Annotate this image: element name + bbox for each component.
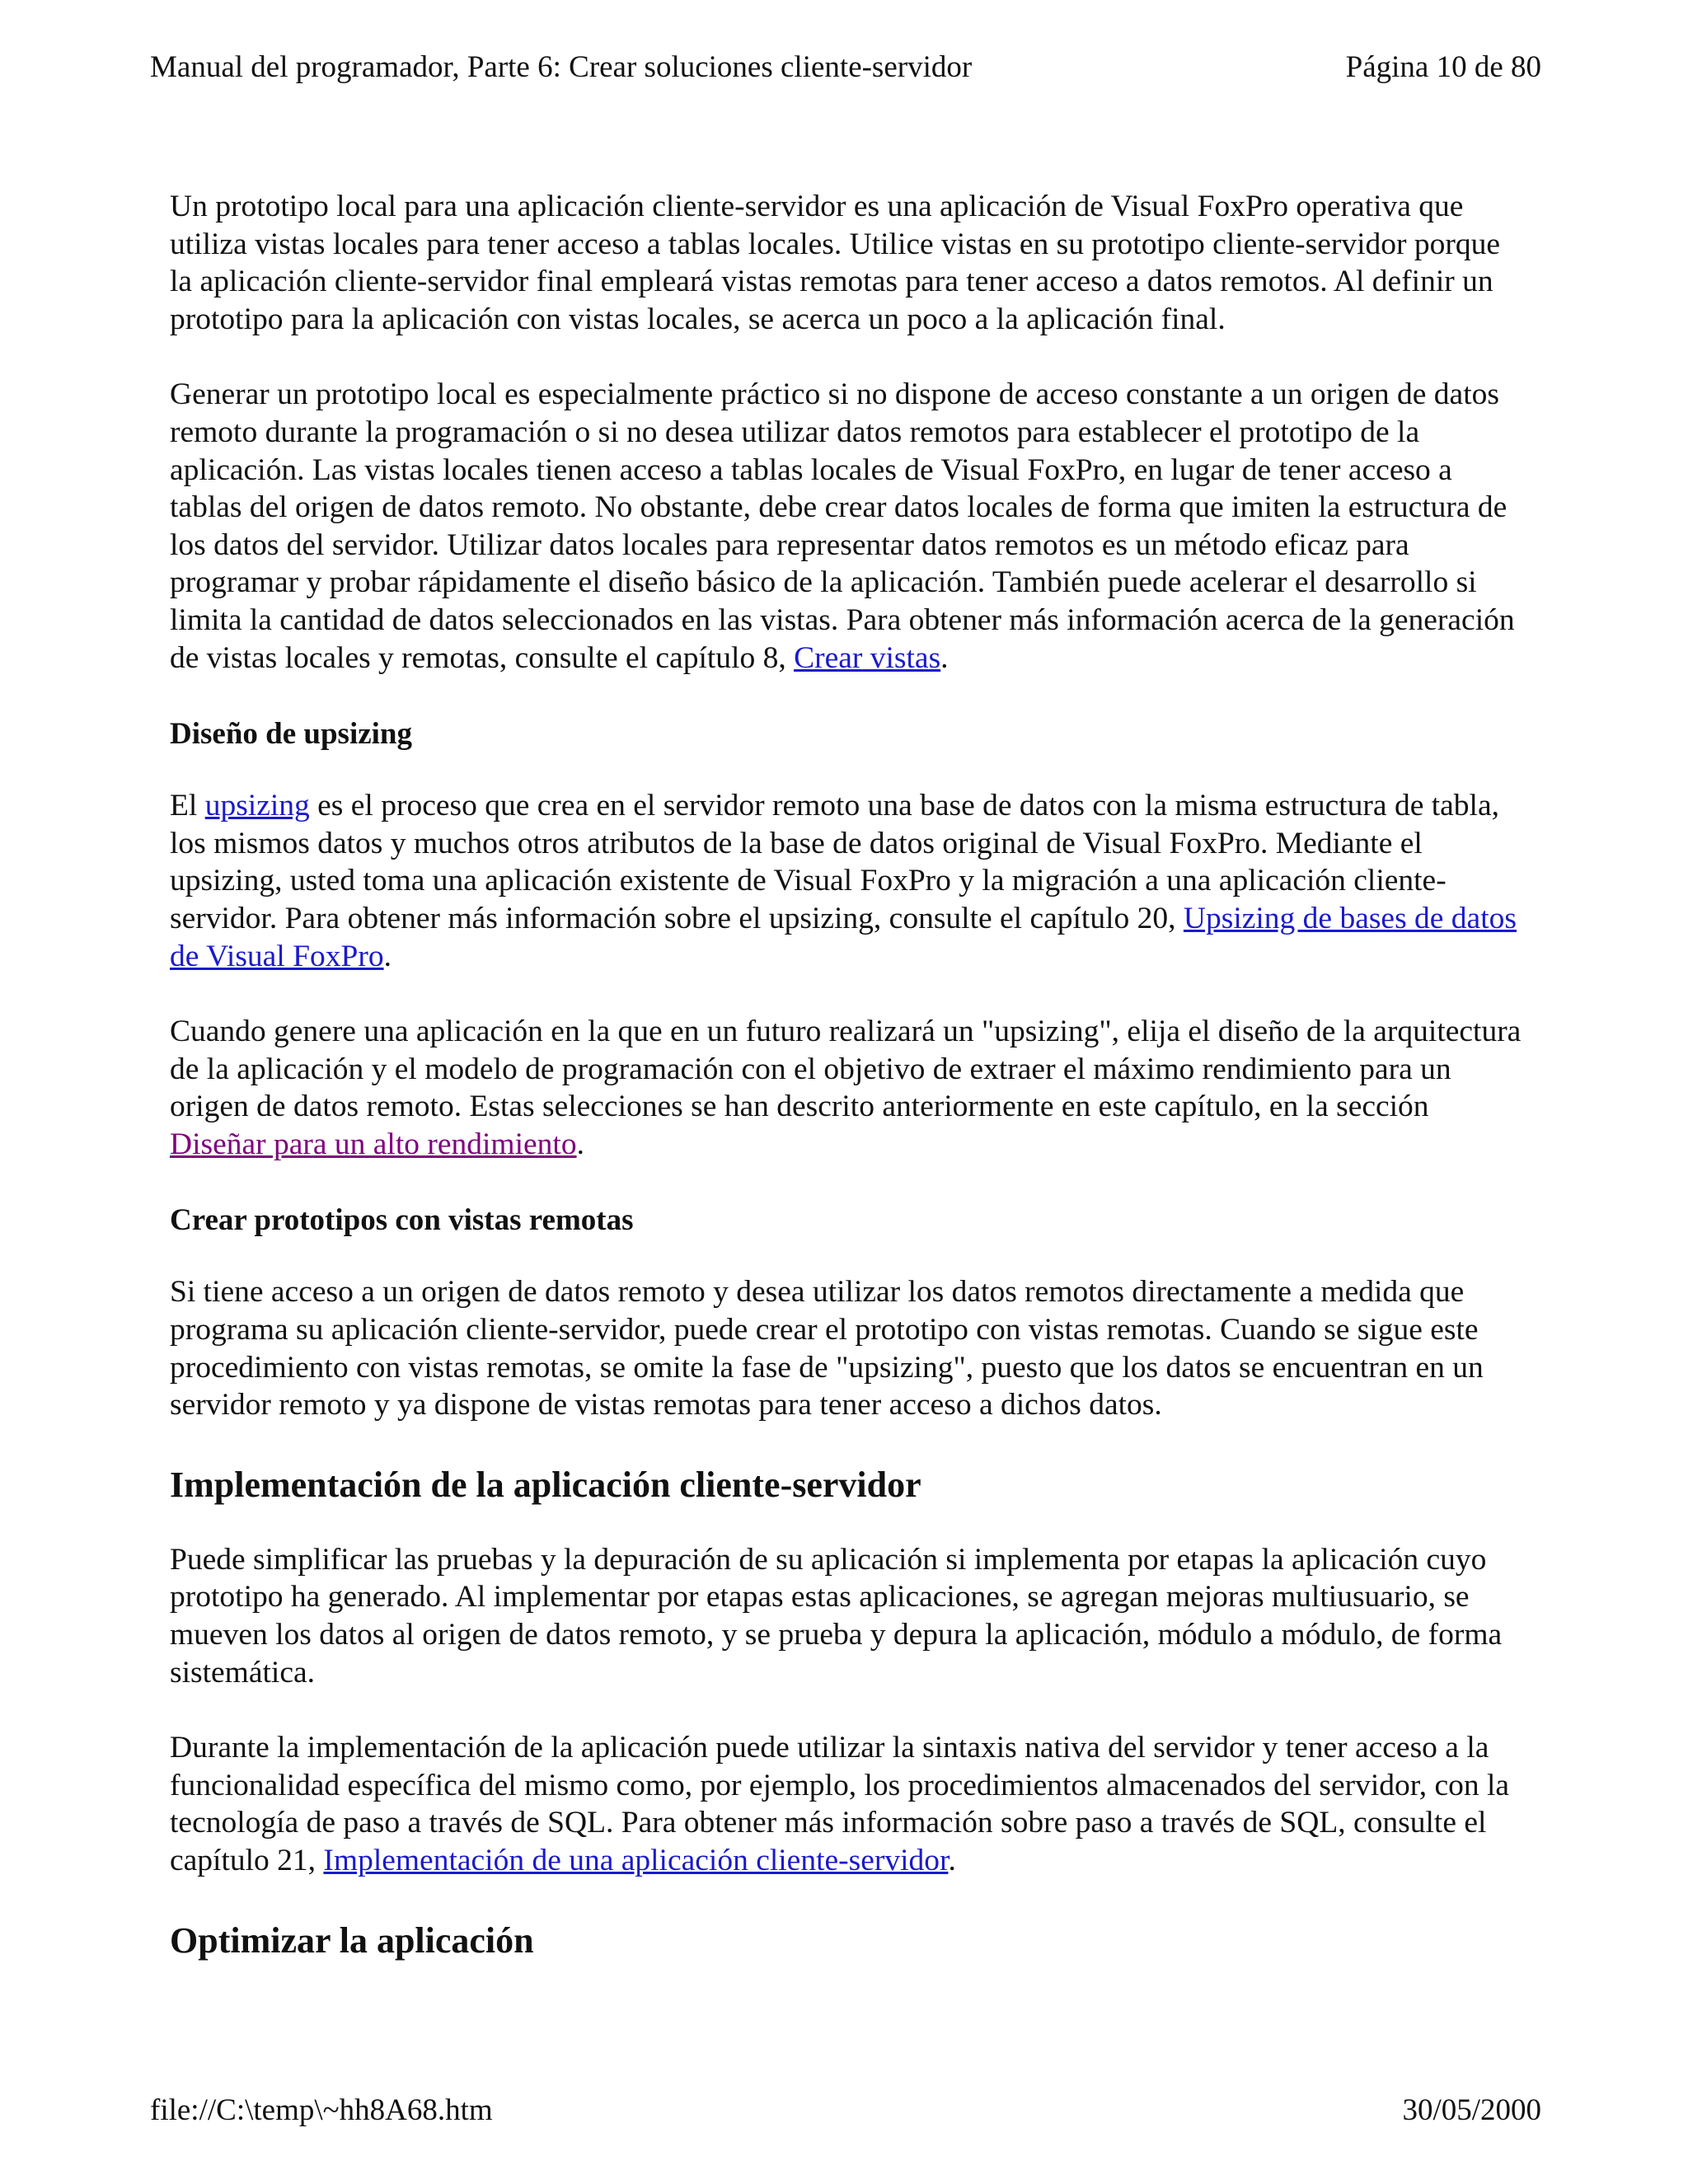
paragraph-text: . xyxy=(948,1844,956,1877)
link-crear-vistas[interactable]: Crear vistas xyxy=(794,640,941,675)
heading-implementacion: Implementación de la aplicación cliente-servidor xyxy=(170,1464,921,1505)
link-upsizing[interactable]: upsizing xyxy=(204,789,310,823)
document-title: Manual del programador, Parte 6: Crear soluciones cliente-servidor xyxy=(150,50,973,84)
link-implementacion-aplicacion[interactable]: Implementación de una aplicación cliente-servidor xyxy=(323,1844,949,1877)
paragraph-text: Durante la implementación de la aplicación puede utilizar la sintaxis nativa del servidor y tener acceso a la funcionalidad específica del mismo como, por ejemplo, los procedimientos almacenados del servidor, con la tecnología de paso a través de SQL. Para obtener más información sobre paso a través de SQL, consulte el capítulo 21, xyxy=(170,1731,1510,1877)
paragraph-text: Generar un prototipo local es especialmente práctico si no dispone de acceso constante a un origen de datos remoto durante la programación o si no desea utilizar datos remotos para establecer el prototipo de la aplicación. Las vistas locales tienen acceso a tablas locales de Visual FoxPro, en lugar de tener acceso a tablas del origen de datos remoto. No obstante, debe crear datos locales de forma que imiten la estructura de los datos del servidor. Utilizar datos locales para representar datos remotos es un método eficaz para programar y probar rápidamente el diseño básico de la aplicación. También puede acelerar el desarrollo si limita la cantidad de datos seleccionados en las vistas. Para obtener más información acerca de la generación de vistas locales y remotas, consulte el capítulo 8, xyxy=(170,377,1515,675)
paragraph-text: Si tiene acceso a un origen de datos remoto y desea utilizar los datos remotos directamente a medida que programa su aplicación cliente-servidor, puede crear el prototipo con vistas remotas. Cuando se sigue este procedimiento con vistas remotas, se omite la fase de "upsizing", puesto que los datos se encuentran en un servidor remoto y ya dispone de vistas remotas para tener acceso a dichos datos. xyxy=(170,1275,1484,1422)
link-disenar-alto-rendimiento[interactable]: Diseñar para un alto rendimiento xyxy=(170,1127,577,1161)
paragraph-sintaxis-nativa xyxy=(170,1729,1522,1879)
paragraph-text: Un prototipo local para una aplicación cliente-servidor es una aplicación de Visual FoxPro operativa que utiliza vistas locales para tener acceso a tablas locales. Utilice vistas en su prototipo cliente-servidor porque la aplicación cliente-servidor final empleará vistas remotas para tener acceso a datos remotos. Al definir un prototipo para la aplicación con vistas locales, se acerca un poco a la aplicación final. xyxy=(170,190,1501,336)
paragraph-generar-prototipo xyxy=(170,376,1522,677)
print-date: 30/05/2000 xyxy=(1402,2093,1541,2127)
paragraph-text: . xyxy=(576,1127,584,1161)
paragraph-text: es el proceso que crea en el servidor remoto una base de datos con la misma estructura de tabla, los mismos datos y muchos otros atributos de la base de datos original de Visual FoxPro. Mediante el upsizing, usted toma una aplicación existente de Visual FoxPro y la migración a una aplicación cliente-servidor. Para obtener más información sobre el upsizing, consulte el capítulo 20, xyxy=(170,789,1499,935)
file-path: file://C:\temp\~hh8A68.htm xyxy=(150,2093,493,2127)
paragraph-text: El xyxy=(170,789,205,823)
page-header xyxy=(150,48,1541,87)
paragraph-text: . xyxy=(383,939,392,973)
heading-diseno-upsizing: Diseño de upsizing xyxy=(170,717,413,752)
paragraph-vistas-remotas xyxy=(170,1273,1522,1423)
paragraph-implementar-etapas xyxy=(170,1541,1522,1691)
paragraph-text: . xyxy=(940,640,949,675)
paragraph-prototipo-local xyxy=(170,188,1522,338)
page-number: Página 10 de 80 xyxy=(1345,50,1541,84)
heading-optimizar: Optimizar la aplicación xyxy=(170,1919,534,1961)
paragraph-text: Puede simplificar las pruebas y la depuración de su aplicación si implementa por etapas la aplicación cuyo prototipo ha generado. Al implementar por etapas estas aplicaciones, se agregan mejoras multiusuario, se mueven los datos al origen de datos remoto, y se prueba y depura la aplicación, módulo a módulo, de forma sistemática. xyxy=(170,1542,1503,1690)
document-body xyxy=(170,188,1522,1997)
heading-prototipos-vistas-remotas: Crear prototipos con vistas remotas xyxy=(170,1203,634,1238)
link-upsizing-bases-datos[interactable]: Upsizing de bases de datos de Visual FoxPro xyxy=(170,901,1517,973)
page-footer xyxy=(150,2091,1541,2130)
paragraph-text: Cuando genere una aplicación en la que en un futuro realizará un "upsizing", elija el diseño de la arquitectura de la aplicación y el modelo de programación con el objetivo de extraer el máximo rendimiento para un origen de datos remoto. Estas selecciones se han descrito anteriormente en este capítulo, en la sección xyxy=(170,1015,1522,1124)
paragraph-generar-upsizing xyxy=(170,1013,1522,1163)
paragraph-upsizing xyxy=(170,787,1522,975)
